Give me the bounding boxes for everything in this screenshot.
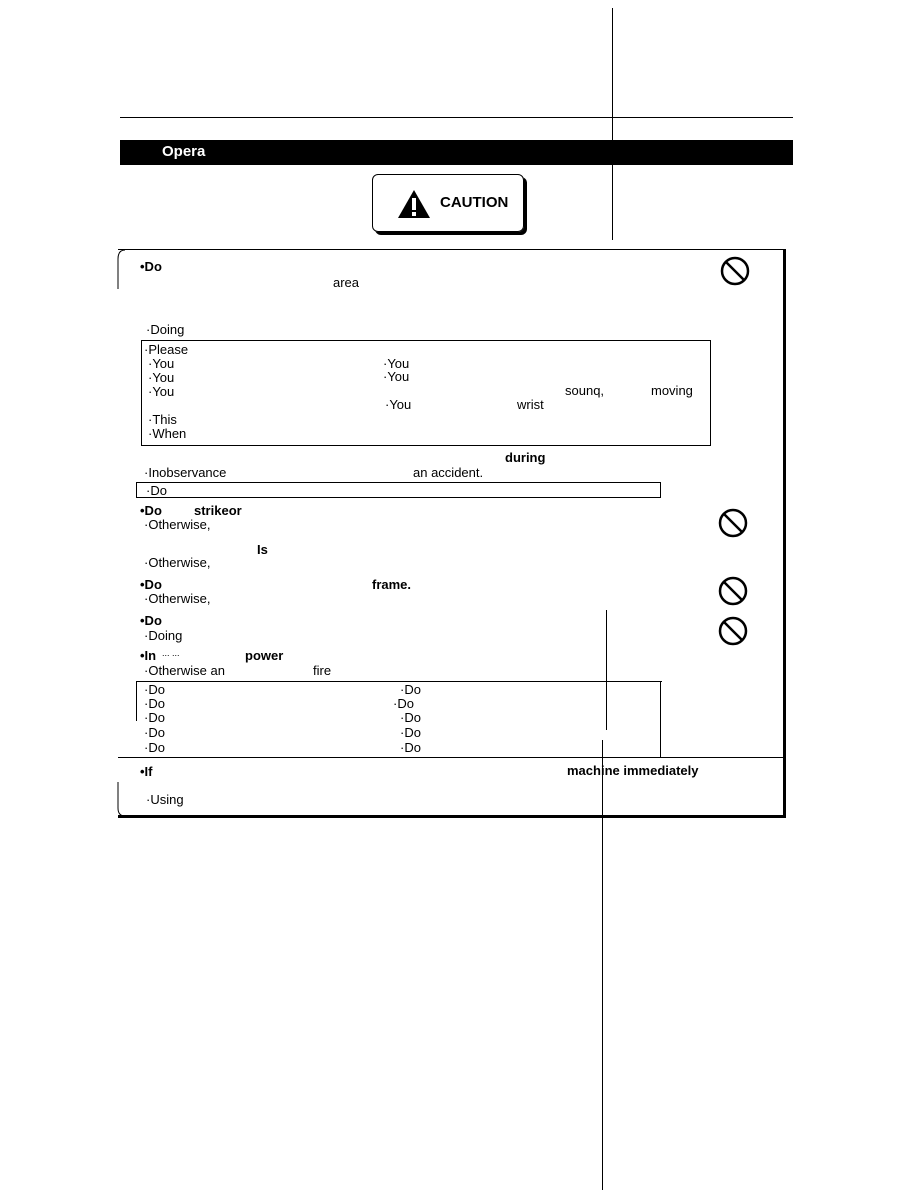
box-line: ·You <box>383 356 410 371</box>
box-line: ·Do <box>144 740 165 755</box>
box-line: ·You <box>148 370 175 385</box>
box-line: ·Do <box>400 740 421 755</box>
info-box <box>141 340 711 446</box>
text-fragment: strikeor <box>194 503 242 518</box>
text-fragment: sounq, <box>565 383 605 398</box>
box-left-rule <box>136 681 137 721</box>
note-line: ·Doing <box>146 322 185 337</box>
section-title: Opera <box>162 143 206 160</box>
text-fragment: ... ... <box>162 648 180 658</box>
box-line: ·Do <box>400 725 421 740</box>
text-fragment: moving <box>651 383 693 398</box>
text-fragment: Is <box>257 542 268 557</box>
box-line: ·Do <box>146 483 167 498</box>
bullet-item: •Do <box>140 503 162 518</box>
box-line: ·You <box>148 384 175 399</box>
top-rule <box>120 117 793 118</box>
box-line: ·Do <box>144 696 165 711</box>
box-line: ·Do <box>144 710 165 725</box>
text-fragment: power <box>245 648 284 663</box>
text-fragment: area <box>333 275 360 290</box>
box-line: ·Do <box>393 696 414 711</box>
box-line: ·You <box>148 356 175 371</box>
caution-content-frame <box>118 249 786 818</box>
box-top-rule <box>136 681 662 682</box>
text-fragment: an accident. <box>413 465 484 480</box>
bullet-item: •Do <box>140 577 162 592</box>
note-line: ·Otherwise, <box>144 555 211 570</box>
box-line: ·Do <box>144 682 165 697</box>
box-right-rule <box>660 681 661 757</box>
box-line: ·You <box>385 397 412 412</box>
text-fragment: during <box>505 450 546 465</box>
box-line: ·Do <box>144 725 165 740</box>
box-bottom-rule <box>118 757 786 758</box>
warning-triangle-icon <box>397 189 431 219</box>
frame-corner-curve <box>112 249 126 289</box>
bullet-item: •In <box>140 648 157 663</box>
box-line: ·Please <box>144 342 189 357</box>
prohibition-icon <box>718 508 748 538</box>
note-line: ·Inobservance <box>144 465 227 480</box>
note-line: ·Using <box>146 792 184 807</box>
box-line: ·You <box>383 369 410 384</box>
text-fragment: machine immediately <box>567 763 699 778</box>
prohibition-icon <box>720 256 750 286</box>
box-line: ·When <box>148 426 187 441</box>
crop-line-upper <box>612 8 613 240</box>
bullet-item: •If <box>140 764 153 779</box>
box-line: ·This <box>148 412 177 427</box>
note-line: ·Otherwise, <box>144 517 211 532</box>
prohibition-icon <box>718 576 748 606</box>
note-line: ·Doing <box>144 628 183 643</box>
text-fragment: wrist <box>517 397 544 412</box>
box-line: ·Do <box>400 710 421 725</box>
box-line: ·Do <box>400 682 421 697</box>
note-line: ·Otherwise an <box>144 663 225 678</box>
section-title-bar <box>120 140 793 165</box>
text-fragment: fire <box>313 663 332 678</box>
bullet-item: •Do <box>140 613 162 628</box>
bullet-item: •Do <box>140 259 162 274</box>
text-fragment: frame. <box>372 577 412 592</box>
frame-bottom-curve <box>112 782 126 818</box>
caution-text: CAUTION <box>440 194 509 211</box>
info-box <box>136 482 661 498</box>
prohibition-icon <box>718 616 748 646</box>
note-line: ·Otherwise, <box>144 591 211 606</box>
